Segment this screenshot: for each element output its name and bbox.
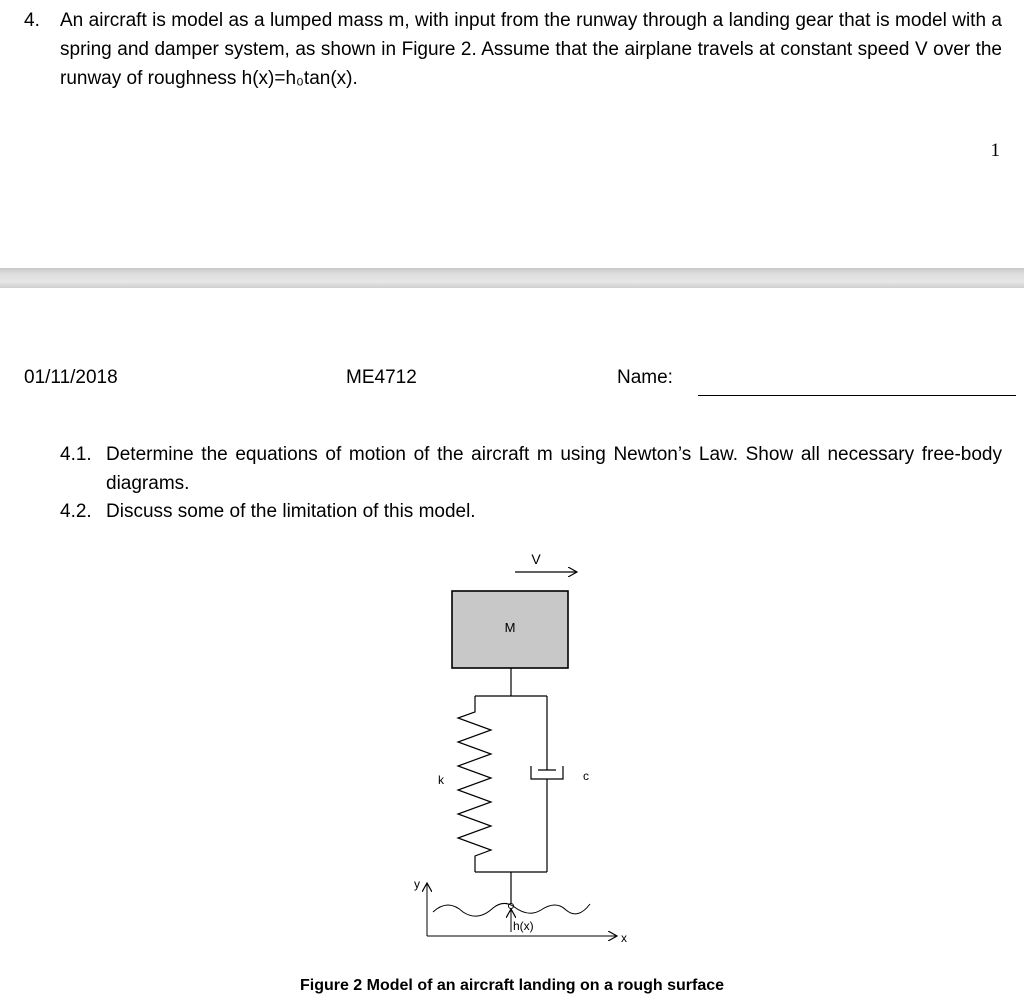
question-text: An aircraft is model as a lumped mass m, with input from the runway through a landing gear that is model with a spring and damper system, as shown in Figure 2. Assume that the airplane travels at constant speed V over the runway of roughness h(x)=h₀tan(x).: [60, 10, 1002, 89]
spring: [458, 696, 491, 872]
header-name-label: Name:: [617, 367, 673, 388]
name-underline: [698, 395, 1016, 396]
subquestion-4-2: [60, 497, 1002, 526]
damper-label: c: [583, 769, 589, 783]
header-date: 01/11/2018: [24, 367, 118, 388]
subquestion-number: 4.1.: [60, 444, 92, 465]
page-separator: [0, 268, 1024, 288]
subquestion-4-1: [60, 440, 1002, 498]
subquestion-text: Determine the equations of motion of the aircraft m using Newton’s Law. Show all necessary free-body diagrams.: [106, 444, 1002, 494]
mass-label: M: [504, 620, 516, 635]
x-axis-label: x: [621, 931, 627, 945]
y-axis-label: y: [414, 877, 420, 891]
spring-label: k: [438, 773, 444, 787]
velocity-label: V: [531, 551, 541, 567]
page-one: [0, 0, 1024, 268]
subquestion-text: Discuss some of the limitation of this model.: [106, 501, 476, 522]
page-number: 1: [990, 140, 1000, 161]
figure-landing-gear-model: [0, 540, 1024, 960]
figure-caption: Figure 2 Model of an aircraft landing on a rough surface: [299, 977, 725, 994]
question-number: 4.: [24, 10, 40, 31]
subquestion-number: 4.2.: [60, 501, 92, 522]
input-label: h(x): [513, 919, 534, 933]
header-course: ME4712: [346, 367, 417, 388]
